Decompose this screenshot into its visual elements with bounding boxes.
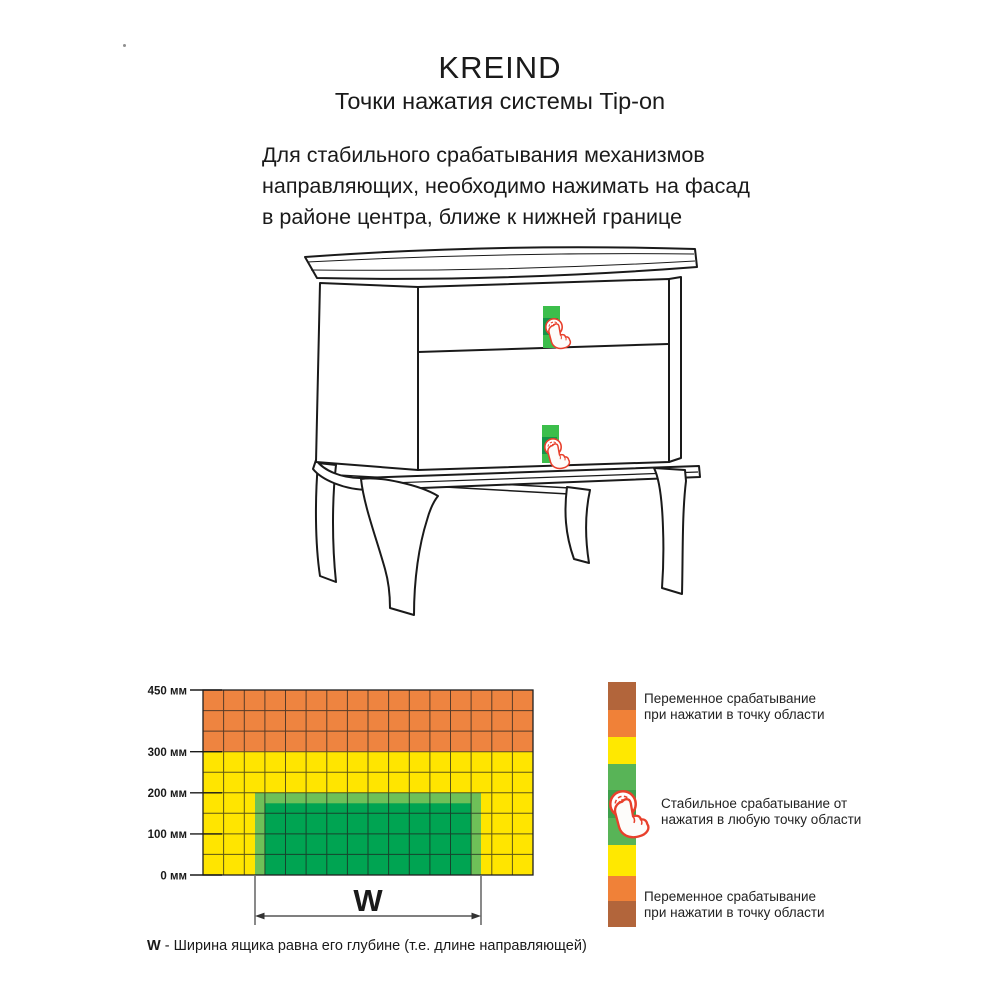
- stray-mark: [123, 44, 126, 47]
- legend-swatch-yellow: [608, 845, 636, 876]
- y-tick-label: 0 мм: [160, 870, 187, 883]
- legend-strip: [608, 682, 648, 927]
- y-tick-label: 450 мм: [147, 685, 187, 698]
- front-left-leg: [361, 478, 438, 615]
- legend-item-line: нажатия в любую точку области: [661, 812, 862, 827]
- y-tick-label: 300 мм: [147, 747, 187, 759]
- brand-title: KREIND: [438, 50, 562, 85]
- legend-item-line: при нажатии в точку области: [644, 905, 825, 920]
- side-panel: [316, 283, 418, 470]
- description-line: Для стабильного срабатывания механизмов: [262, 143, 705, 167]
- nightstand-body: [305, 247, 700, 615]
- legend-swatch-brown: [608, 901, 636, 927]
- legend-swatch-yellow: [608, 737, 636, 764]
- y-tick-label: 200 мм: [147, 788, 187, 800]
- width-dimension: [255, 876, 481, 925]
- legend-swatch-brown: [608, 682, 636, 710]
- legend-item: [661, 796, 861, 828]
- legend-item-line: при нажатии в точку области: [644, 707, 825, 722]
- legend-item: [644, 691, 825, 723]
- legend-swatch-orange: [608, 710, 636, 737]
- width-note: W - Ширина ящика равна его глубине (т.е. длине направляющей): [147, 938, 587, 954]
- legend-item-line: Переменное срабатывание: [644, 691, 817, 706]
- legend-item-line: Стабильное срабатывание от: [661, 796, 848, 811]
- zone-grid: [203, 690, 533, 875]
- nightstand-illustration: [258, 238, 708, 623]
- right-corner-stile: [669, 277, 681, 462]
- front-right-leg: [654, 468, 686, 594]
- description-line: направляющих, необходимо нажимать на фасад: [262, 174, 750, 198]
- y-tick-label: 100 мм: [147, 829, 187, 841]
- page-subtitle: Точки нажатия системы Tip-on: [334, 88, 666, 114]
- description-line: в районе центра, ближе к нижней границе: [262, 205, 683, 229]
- legend-item: [644, 889, 825, 921]
- width-label: W: [353, 883, 383, 918]
- table-top: [305, 247, 697, 279]
- back-right-leg: [565, 487, 590, 563]
- legend-item-line: Переменное срабатывание: [644, 889, 817, 904]
- legend-swatch-orange: [608, 876, 636, 901]
